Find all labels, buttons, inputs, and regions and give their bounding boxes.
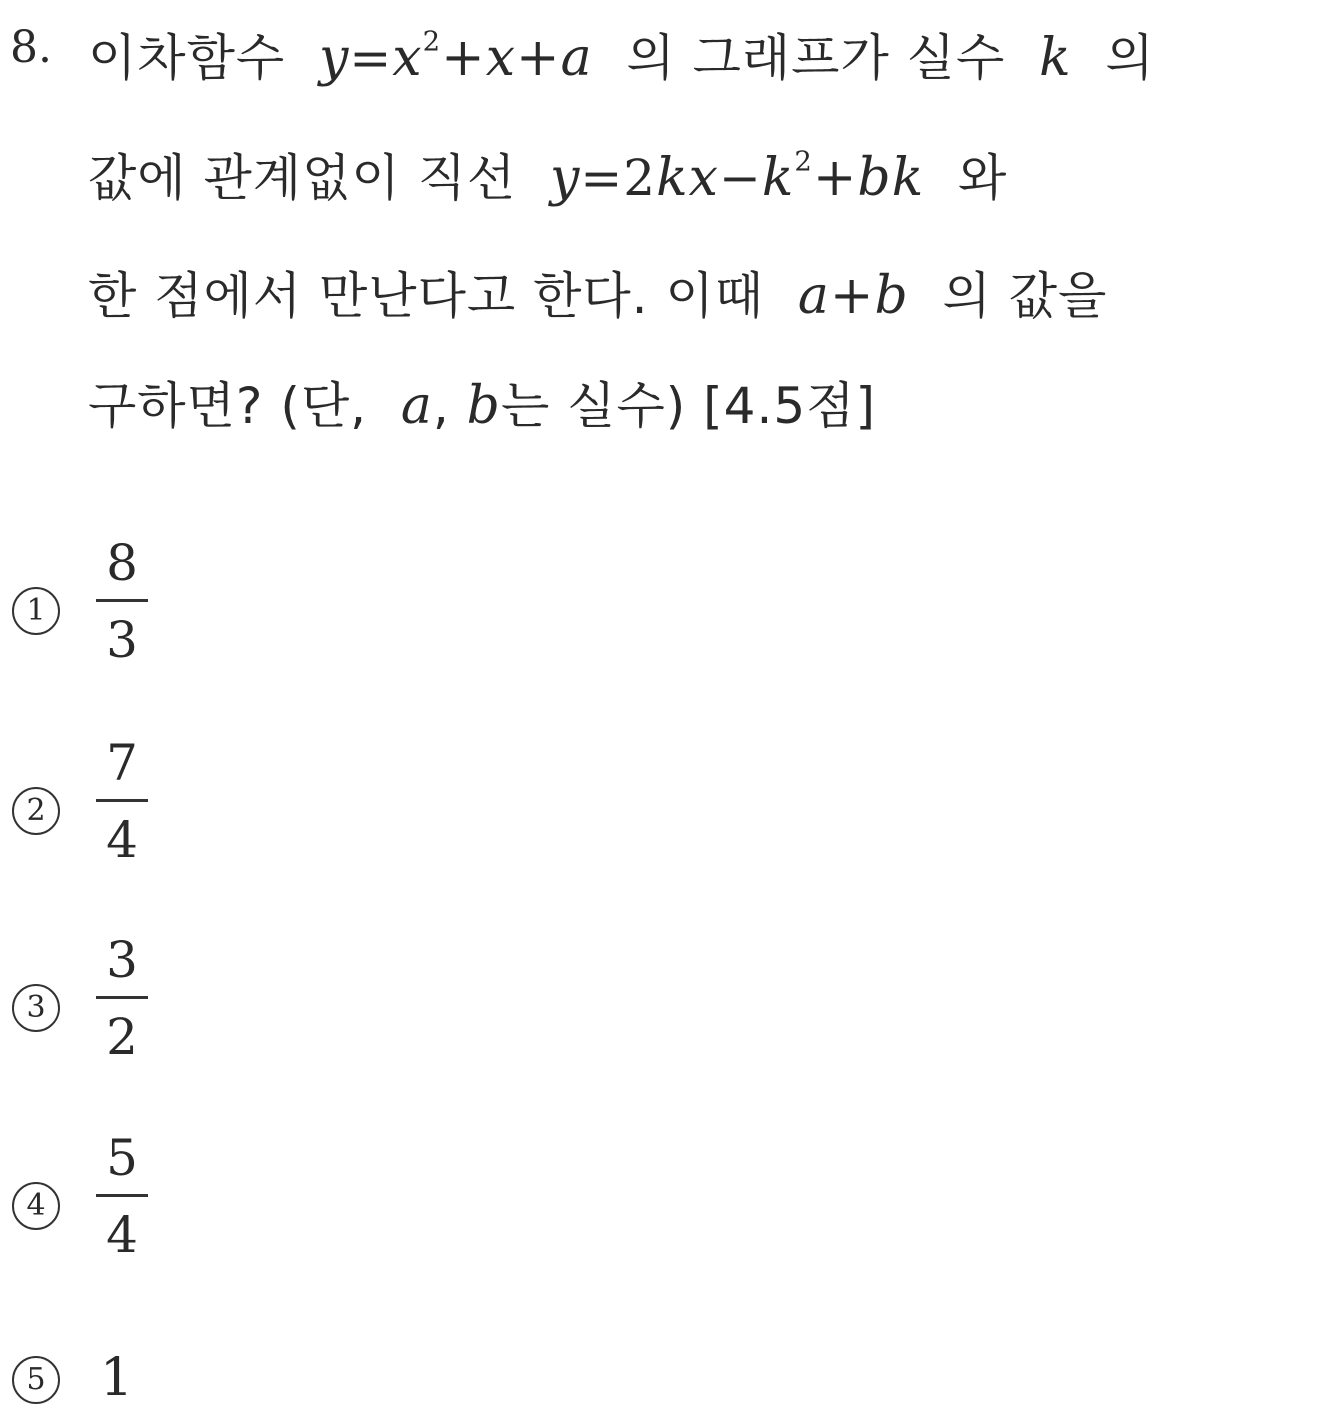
math-coefficient: 2: [623, 149, 657, 207]
fraction: [96, 1130, 148, 1263]
choice-1[interactable]: [0, 535, 300, 695]
math-minus: −: [718, 149, 762, 207]
fraction-bar: [96, 599, 148, 602]
fraction-bar: [96, 1194, 148, 1197]
question-text: 이차함수: [88, 29, 286, 87]
numerator: 3: [106, 931, 138, 989]
fraction: [96, 535, 148, 668]
math-k: k: [1039, 28, 1072, 88]
question-text: 구하면? (단,: [88, 377, 368, 435]
choice-marker: 5: [12, 1356, 60, 1404]
denominator: 3: [106, 611, 138, 669]
math-exponent: 2: [794, 145, 813, 178]
question-text: 의 그래프가 실수: [626, 29, 1006, 87]
math-exponent: 2: [422, 25, 442, 58]
question-line-1: [88, 18, 1155, 90]
choice-3[interactable]: [0, 932, 300, 1092]
fraction-bar: [96, 799, 148, 802]
question-text: 값에 관계없이 직선: [88, 149, 517, 207]
numerator: 7: [106, 734, 138, 792]
question-text: 와: [958, 149, 1008, 207]
math-y: y: [319, 28, 350, 88]
choice-marker: 4: [12, 1182, 60, 1230]
choice-4[interactable]: [0, 1130, 300, 1290]
question-text: 의 값을: [942, 267, 1108, 325]
choice-2[interactable]: [0, 735, 300, 895]
choice-marker: 2: [12, 787, 60, 835]
question-text: 한 점에서 만난다고 한다. 이때: [88, 267, 765, 325]
question-number: 8.: [10, 22, 52, 73]
choice-5[interactable]: [0, 1350, 300, 1420]
math-kx: kx: [656, 148, 719, 208]
numerator: 8: [106, 534, 138, 592]
denominator: 2: [106, 1008, 138, 1066]
math-y: y: [549, 148, 581, 208]
question-line-3: [88, 256, 1107, 328]
fraction-bar: [96, 996, 148, 999]
question-line-2: [88, 138, 1007, 210]
math-x: x: [392, 28, 423, 88]
question-line-4: [88, 366, 876, 438]
fraction: [96, 735, 148, 868]
choice-value: 1: [100, 1348, 134, 1408]
numerator: 5: [106, 1129, 138, 1187]
math-b: b: [466, 376, 501, 436]
math-k: k: [761, 148, 795, 208]
question-text: 의: [1105, 29, 1155, 87]
math-a: a: [400, 376, 433, 436]
choice-marker: 3: [12, 984, 60, 1032]
fraction: [96, 932, 148, 1065]
math-expression: +x+a: [441, 28, 593, 88]
comma: ,: [432, 377, 450, 435]
denominator: 4: [106, 1206, 138, 1264]
denominator: 4: [106, 811, 138, 869]
choice-marker: 1: [12, 587, 60, 635]
question-text: 는 실수) [4.5점]: [500, 377, 876, 435]
math-a-plus-b: a+b: [797, 266, 909, 326]
math-equals: =: [580, 149, 624, 207]
math-equals: =: [349, 29, 393, 87]
math-expression: +bk: [812, 148, 925, 208]
